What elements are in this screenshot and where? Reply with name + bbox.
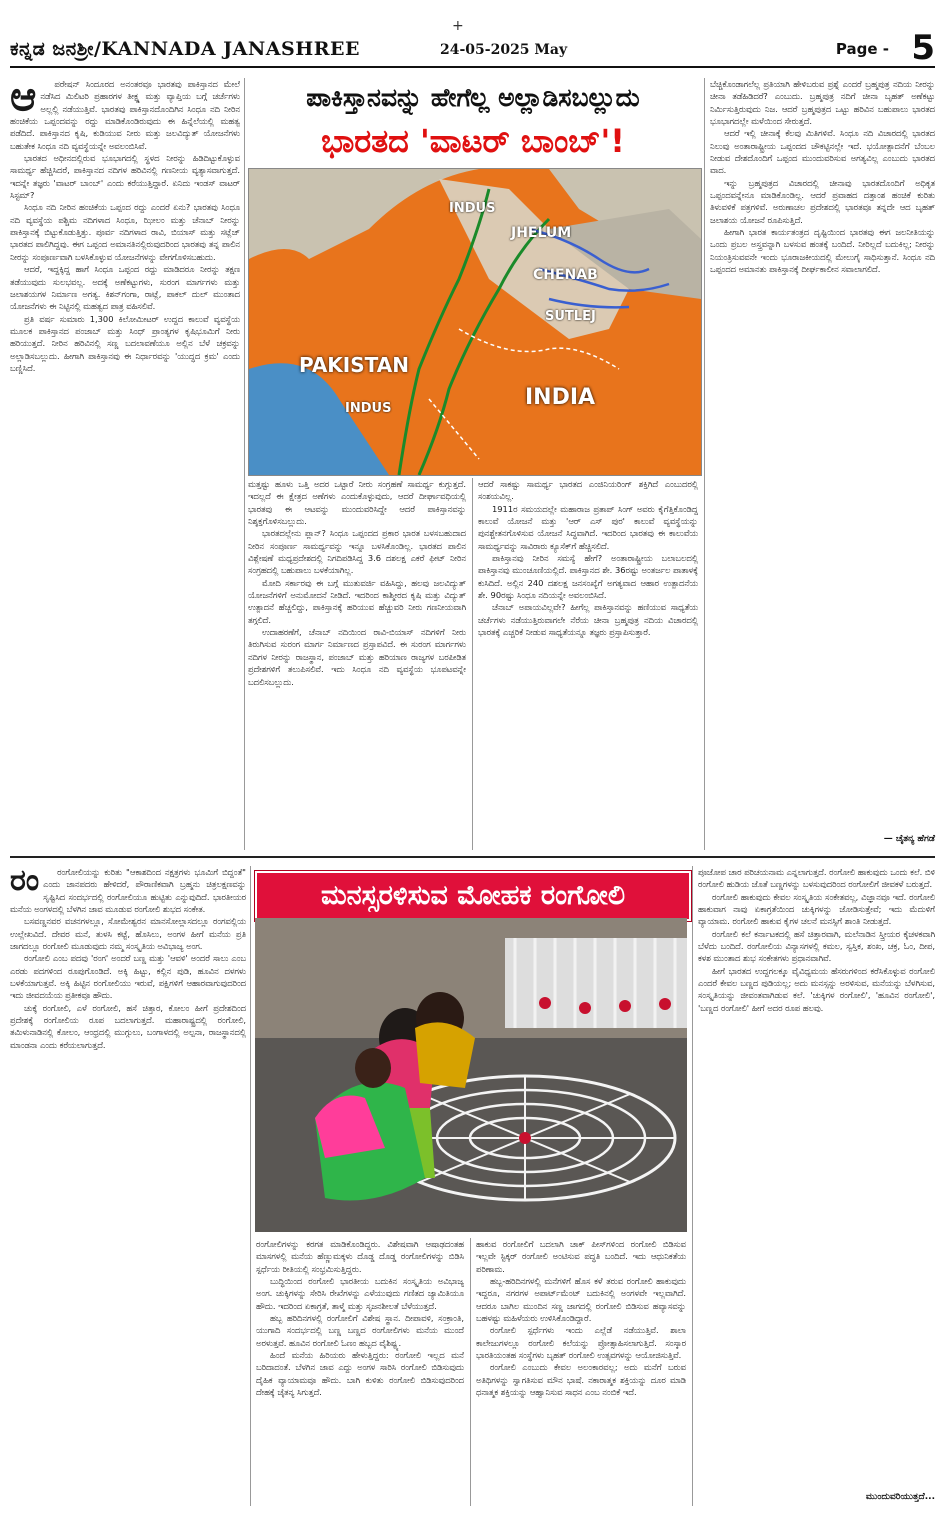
article1-paragraph: ಇನ್ನು ಬ್ರಹ್ಮಪುತ್ರದ ವಿಚಾರದಲ್ಲಿ ಚೀನಾವು ಭಾರತದೊಂದಿಗೆ ಅಧಿಕೃತ ಒಪ್ಪಂದವನ್ನೇನೂ ಮಾಡಿಕೊಂಡಿಲ್ಲ. ಆದರೆ ಪ್ರವಾಹದ ದತ್ತಾಂಶ ಹಂಚಿಕೆ ಕುರಿತು ತಿಳುವಳಿಕೆ ಪತ್ರಗಳಿವೆ. ಅರುಣಾಚಲ ಪ್ರದೇಶದಲ್ಲಿ ಭಾರತವೂ ತನ್ನದೇ ಆದ ಬೃಹತ್ ಜಲಾಶಯ ಯೋಜನೆ ರೂಪಿಸುತ್ತಿದೆ. [710, 177, 935, 225]
article2-column-1 [10, 866, 246, 1506]
map-label-india: INDIA [525, 385, 596, 410]
article1-paragraph: ಭಾರತದಲ್ಲೇನು ಪ್ಲಾನ್? ಸಿಂಧೂ ಒಪ್ಪಂದದ ಪ್ರಕಾರ ಭಾರತ ಬಳಸಬಹುದಾದ ನೀರಿನ ಸಂಪೂರ್ಣ ಸಾಮರ್ಥ್ಯವನ್ನು ಇನ್ನೂ ಬಳಸಿಕೊಂಡಿಲ್ಲ. ಭಾರತದ ಪಾಲಿನ ವಿಶ್ಲೇಷಣೆ ಮಧ್ಯಪ್ರದೇಶದಲ್ಲಿ ನಿಗದಿಪಡಿಸಿದ್ದ 3.6 ದಶಲಕ್ಷ ಎಕರೆ ಫೀಟ್ ನೀರಿನ ಸಂಗ್ರಹದಲ್ಲಿ ಬಹುಪಾಲು ಬಳಕೆಯಾಗಿಲ್ಲ. [248, 528, 466, 576]
article1-column-3 [478, 478, 698, 850]
article2-paragraph: ರಂಗೋಲಿ ಹಾಕುವುದು ಕೇವಲ ಸಂಸ್ಕೃತಿಯ ಸಂಕೇತವಲ್ಲ, ವಿಜ್ಞಾನವೂ ಇದೆ. ರಂಗೋಲಿ ಹಾಕುವಾಗ ನಾವು ಏಕಾಗ್ರತೆಯಿಂದ ಚುಕ್ಕಿಗಳನ್ನು ಜೋಡಿಸುತ್ತೇವೆ; ಇದು ಮೆದುಳಿಗೆ ವ್ಯಾಯಾಮ. ರಂಗೋಲಿ ಹಾಕುವ ಕೈಗಳ ಚಲನೆ ಮನಸ್ಸಿಗೆ ಶಾಂತಿ ನೀಡುತ್ತದೆ. [698, 891, 935, 927]
indus-basin-map [248, 168, 702, 476]
article1-headline-line2: ಭಾರತದ 'ವಾಟರ್ ಬಾಂಬ್'! [321, 122, 625, 160]
drop-cap: ಆ [10, 78, 37, 120]
article1-paragraph: ಆದರೆ, ಇದ್ದಕ್ಕಿದ್ದ ಹಾಗೆ ಸಿಂಧೂ ಒಪ್ಪಂದ ರದ್ದು ಮಾಡಿದರೂ ನೀರನ್ನು ತಕ್ಷಣ ತಡೆಯುವುದು ಸುಲಭವಲ್ಲ. ಅದಕ್ಕೆ ಅಣೆಕಟ್ಟುಗಳು, ಸುರಂಗ ಮಾರ್ಗಗಳು ಮತ್ತು ಜಲಾಶಯಗಳ ನಿರ್ಮಾಣ ಅಗತ್ಯ. ಕಿಶನ್‌ಗಂಗಾ, ರಾಟ್ಲೆ, ಪಾಕಲ್ ದುಲ್ ಮುಂತಾದ ಯೋಜನೆಗಳು ಈ ನಿಟ್ಟಿನಲ್ಲಿ ಮಹತ್ವದ ಪಾತ್ರ ವಹಿಸಲಿವೆ. [10, 264, 240, 312]
rangoli-photo [255, 918, 687, 1232]
article1-paragraph: ಬೆಚ್ಚಿಕೊಂಡಾಗಲೆಲ್ಲ ಪ್ರತಿಯಾಗಿ ಹೇಳಿಬರುವ ಪ್ರಶ್ನೆ ಎಂದರೆ ಬ್ರಹ್ಮಪುತ್ರ ನದಿಯ ನೀರನ್ನು ಚೀನಾ ತಡೆಹಿಡಿದರೆ? ಎಂಬುದು. ಬ್ರಹ್ಮಪುತ್ರ ನದಿಗೆ ಚೀನಾ ಬೃಹತ್ ಅಣೆಕಟ್ಟು ನಿರ್ಮಿಸುತ್ತಿರುವುದು ನಿಜ. ಆದರೆ ಬ್ರಹ್ಮಪುತ್ರದ ಒಟ್ಟು ಹರಿವಿನ ಬಹುಪಾಲು ಭಾರತದ ಭೂಭಾಗದಲ್ಲೇ ಮಳೆಯಿಂದ ಸೇರುತ್ತದೆ. [710, 79, 935, 127]
issue-date: 24-05-2025 May [440, 42, 568, 58]
map-label-indus-top: INDUS [449, 201, 496, 216]
article1-column-2 [248, 478, 466, 850]
section-divider [10, 856, 935, 858]
drop-cap: ರಂ [10, 866, 40, 898]
article1-paragraph: ಹೀಗಾಗಿ ಭಾರತ ಕಾರ್ಯತಂತ್ರದ ದೃಷ್ಟಿಯಿಂದ ಭಾರತವು ಈಗ ಜಲನೀತಿಯನ್ನು ಒಂದು ಪ್ರಬಲ ಅಸ್ತ್ರವನ್ನಾಗಿ ಬಳಸುವ ಹಂತಕ್ಕೆ ಬಂದಿದೆ. ನೀರಿಲ್ಲದೆ ಬದುಕಿಲ್ಲ; ನೀರನ್ನು ನಿಯಂತ್ರಿಸುವವನೇ ಇಂದು ಭೂರಾಜಕೀಯದಲ್ಲಿ ಮೇಲುಗೈ ಸಾಧಿಸುತ್ತಾನೆ. ಸಿಂಧೂ ನದಿ ಒಪ್ಪಂದದ ಅಮಾನತು ಪಾಕಿಸ್ತಾನಕ್ಕೆ ದೀರ್ಘಕಾಲೀನ ಸವಾಲಾಗಲಿದೆ. [710, 227, 935, 275]
article2-paragraph: ರಂಗೋಲಿಗಳನ್ನು ಕರಗತ ಮಾಡಿಕೊಂಡಿದ್ದರು. ವಿಶೇಷವಾಗಿ ಆಷಾಢದಂತಹ ಮಾಸಗಳಲ್ಲಿ ಮನೆಯ ಹೆಣ್ಣುಮಕ್ಕಳು ದೊಡ್ಡ ದೊಡ್ಡ ರಂಗೋಲಿಗಳನ್ನು ಬಿಡಿಸಿ ಸ್ಪರ್ಧೆಯ ರೀತಿಯಲ್ಲಿ ಸಂಭ್ರಮಿಸುತ್ತಿದ್ದರು. [256, 1239, 464, 1274]
article2-paragraph: ರಂಗೋಲಿ ಎಂಬ ಪದವು 'ರಂಗ' ಅಂದರೆ ಬಣ್ಣ ಮತ್ತು 'ಆವಳಿ' ಅಂದರೆ ಸಾಲು ಎಂಬ ಎರಡು ಪದಗಳಿಂದ ರೂಪುಗೊಂಡಿದೆ. ಅಕ್ಕಿ ಹಿಟ್ಟು, ಕಲ್ಲಿನ ಪುಡಿ, ಹೂವಿನ ದಳಗಳು ಬಳಕೆಯಾಗುತ್ತವೆ. ಅಕ್ಕಿ ಹಿಟ್ಟಿನ ರಂಗೋಲಿಯು ಇರುವೆ, ಪಕ್ಷಿಗಳಿಗೆ ಆಹಾರವಾಗುವುದರಿಂದ ಇದು ಜೀವದಯೆಯ ಪ್ರತೀಕವೂ ಹೌದು. [10, 953, 246, 1001]
column-divider [470, 1238, 471, 1506]
page-label: Page - [835, 40, 889, 58]
article2-paragraph: ರಂಗೋಲಿ ಸ್ಪರ್ಧೆಗಳು ಇಂದು ಎಲ್ಲೆಡೆ ನಡೆಯುತ್ತಿವೆ. ಶಾಲಾ ಕಾಲೇಜುಗಳಲ್ಲೂ ರಂಗೋಲಿ ಕಲೆಯನ್ನು ಪ್ರೋತ್ಸಾಹಿಸಲಾಗುತ್ತಿದೆ. ಸಂಸ್ಕಾರ ಭಾರತಿಯಂತಹ ಸಂಸ್ಥೆಗಳು ಬೃಹತ್ ರಂಗೋಲಿ ಉತ್ಸವಗಳನ್ನು ಆಯೋಜಿಸುತ್ತಿವೆ. [476, 1325, 686, 1361]
map-label-pakistan: PAKISTAN [299, 353, 409, 377]
article2-paragraph: ಹಾಕುವ ರಂಗೋಲಿಗೆ ಬದಲಾಗಿ ಚಾಕ್ ಪೀಸ್‌ಗಳಿಂದ ರಂಗೋಲಿ ಬಿಡಿಸುವ ಇಲ್ಲವೇ ಸ್ಟಿಕ್ಕರ್ ರಂಗೋಲಿ ಅಂಟಿಸುವ ಪದ್ಧತಿ ಬಂದಿದೆ. ಇದು ಆಧುನಿಕತೆಯ ಪರಿಣಾಮ. [476, 1239, 686, 1274]
article1-headline-line1: ಪಾಕಿಸ್ತಾನವನ್ನು ಹೇಗೆಲ್ಲ ಅಲ್ಲಾಡಿಸಬಲ್ಲುದು [248, 78, 698, 122]
article1-paragraph: ಚೆನಾಬ್ ಅಪಾಯವಿಲ್ಲವೇ? ಹೀಗೆಲ್ಲ ಪಾಕಿಸ್ತಾನವನ್ನು ಹಣಿಯುವ ಸಾಧ್ಯತೆಯ ಚರ್ಚೆಗಳು ನಡೆಯುತ್ತಿರುವಾಗಲೇ ನೆರೆಯ ಚೀನಾ ಬ್ರಹ್ಮಪುತ್ರ ನದಿಯ ವಿಚಾರದಲ್ಲಿ ಭಾರತಕ್ಕೆ ಎಚ್ಚರಿಕೆ ನೀಡುವ ಸಾಧ್ಯತೆಯನ್ನೂ ತಜ್ಞರು ಪ್ರಸ್ತಾಪಿಸುತ್ತಾರೆ. [478, 602, 698, 638]
article1-column-4 [710, 78, 935, 828]
article1-paragraph: ಭಾರತದ ಅಧೀನದಲ್ಲಿರುವ ಭೂಭಾಗದಲ್ಲಿ ಸ್ಥಳದ ನೀರನ್ನು ಹಿಡಿದಿಟ್ಟುಕೊಳ್ಳುವ ಸಾಮರ್ಥ್ಯ ಹೆಚ್ಚಿಸಿದರೆ, ಪಾಕಿಸ್ತಾನದ ನದಿಗಳ ಹರಿವಿನಲ್ಲಿ ಗಣನೀಯ ವ್ಯತ್ಯಾಸವಾಗುತ್ತದೆ. ಇದನ್ನೇ ತಜ್ಞರು 'ವಾಟರ್ ಬಾಂಬ್' ಎಂದು ಕರೆಯುತ್ತಿದ್ದಾರೆ. ಏನಿದು ಇಂಡಸ್ ವಾಟರ್ ಸಿಸ್ಟಮ್? [10, 153, 240, 201]
article1-byline: — ಚೈತನ್ಯ ಹೆಗಡೆ [883, 834, 935, 844]
map-label-sutlej: SUTLEJ [545, 309, 596, 324]
article2-paragraph: ಹಬ್ಬ ಹರಿದಿನಗಳಲ್ಲಿ ರಂಗೋಲಿಗೆ ವಿಶೇಷ ಸ್ಥಾನ. ದೀಪಾವಳಿ, ಸಂಕ್ರಾಂತಿ, ಯುಗಾದಿ ಸಂದರ್ಭದಲ್ಲಿ ಬಣ್ಣ ಬಣ್ಣದ ರಂಗೋಲಿಗಳು ಮನೆಯ ಮುಂದೆ ಅರಳುತ್ತವೆ. ಹೂವಿನ ರಂಗೋಲಿ ಓಣಂ ಹಬ್ಬದ ವೈಶಿಷ್ಟ್ಯ. [256, 1313, 464, 1348]
article2-paragraph: ರಂಗೋಲಿ ಎಂಬುದು ಕೇವಲ ಅಲಂಕಾರವಲ್ಲ; ಅದು ಮನೆಗೆ ಬರುವ ಅತಿಥಿಗಳನ್ನು ಸ್ವಾಗತಿಸುವ ಮೌನ ಭಾಷೆ. ನಕಾರಾತ್ಮಕ ಶಕ್ತಿಯನ್ನು ದೂರ ಮಾಡಿ ಧನಾತ್ಮಕ ಶಕ್ತಿಯನ್ನು ಆಹ್ವಾನಿಸುವ ಸಾಧನ ಎಂಬ ನಂಬಿಕೆ ಇದೆ. [476, 1362, 686, 1398]
map-label-indus-bottom: INDUS [345, 401, 392, 416]
article2-paragraph: ರಂಗೋಲಿ ಕಲೆ ಕರ್ನಾಟಕದಲ್ಲಿ ಹಸೆ ಚಿತ್ತಾರವಾಗಿ, ಮಲೆನಾಡಿನ ಸ್ತ್ರೀಯರ ಕೈಚಳಕವಾಗಿ ಬೆಳೆದು ಬಂದಿದೆ. ರಂಗೋಲಿಯ ವಿನ್ಯಾಸಗಳಲ್ಲಿ ಕಮಲ, ಸ್ವಸ್ತಿಕ, ಶಂಖ, ಚಕ್ರ, ಓಂ, ದೀಪ, ಕಳಶ ಮುಂತಾದ ಶುಭ ಸಂಕೇತಗಳು ಪ್ರಧಾನವಾಗಿವೆ. [698, 928, 935, 964]
map-label-jhelum: JHELUM [511, 225, 572, 241]
article2-headline: ಮನಸ್ಸರಳಿಸುವ ಮೋಹಕ ರಂಗೋಲಿ [255, 871, 691, 921]
article2-paragraph: ಬುದ್ಧಿಯಿಂದ ರಂಗೋಲಿ ಭಾರತೀಯ ಬದುಕಿನ ಸಂಸ್ಕೃತಿಯ ಅವಿಭಾಜ್ಯ ಅಂಗ. ಚುಕ್ಕಿಗಳನ್ನು ಸೇರಿಸಿ ರೇಖೆಗಳನ್ನು ಎಳೆಯುವುದು ಗಣಿತದ ಜ್ಯಾಮಿತಿಯೂ ಹೌದು. ಇದರಿಂದ ಏಕಾಗ್ರತೆ, ತಾಳ್ಮೆ ಮತ್ತು ಸೃಜನಶೀಲತೆ ಬೆಳೆಯುತ್ತದೆ. [256, 1276, 464, 1311]
column-divider [250, 866, 251, 1506]
column-divider [704, 78, 705, 850]
article1-paragraph: ಪಾಕಿಸ್ತಾನವು ನೀರಿನ ಸಮಸ್ಯೆ ಹೇಗೆ? ಅಂತಾರಾಷ್ಟ್ರೀಯ ಬಲಾಬಲದಲ್ಲಿ ಪಾಕಿಸ್ತಾನವು ಮುಂಚೂಣಿಯಲ್ಲಿದೆ. ಪಾಕಿಸ್ತಾನದ ಶೇ. 36ರಷ್ಟು ಅಂತರ್ಜಲ ಪಾತಾಳಕ್ಕೆ ಕುಸಿದಿದೆ. ಅಲ್ಲಿನ 240 ದಶಲಕ್ಷ ಜನಸಂಖ್ಯೆಗೆ ಅಗತ್ಯವಾದ ಆಹಾರ ಉತ್ಪಾದನೆಯ ಶೇ. 90ರಷ್ಟು ಸಿಂಧೂ ನದಿಯನ್ನೇ ಅವಲಂಬಿಸಿದೆ. [478, 553, 698, 601]
article2-column-3 [476, 1238, 686, 1506]
article1-paragraph: ಆದರೆ ಸಾಕಷ್ಟು ಸಾಮರ್ಥ್ಯ ಭಾರತದ ಎಂಜಿನಿಯರಿಂಗ್ ಶಕ್ತಿಗಿದೆ ಎಂಬುದರಲ್ಲಿ ಸಂಶಯವಿಲ್ಲ. [478, 479, 698, 502]
article2-paragraph: ಬಸವಣ್ಣನವರ ವಚನಗಳಲ್ಲೂ, ಸೋಮೇಶ್ವರನ ಮಾನಸೋಲ್ಲಾಸದಲ್ಲೂ ರಂಗವಲ್ಲಿಯ ಉಲ್ಲೇಖವಿದೆ. ದೇವರ ಮನೆ, ತುಳಸಿ ಕಟ್ಟೆ, ಹೊಸಿಲು, ಅಂಗಳ ಹೀಗೆ ಮನೆಯ ಪ್ರತಿ ಜಾಗದಲ್ಲೂ ರಂಗೋಲಿ ಮೂಡುವುದು ನಮ್ಮ ಸಂಸ್ಕೃತಿಯ ಅವಿಭಾಜ್ಯ ಅಂಗ. [10, 916, 246, 952]
map-label-chenab: CHENAB [533, 267, 598, 283]
article2-column-2 [256, 1238, 464, 1506]
article1-paragraph: ಆದರೆ ಇಲ್ಲಿ ಚೀನಾಕ್ಕೆ ಕೆಲವು ಮಿತಿಗಳಿವೆ. ಸಿಂಧೂ ನದಿ ವಿಚಾರದಲ್ಲಿ ಭಾರತದ ನಿಲುವು ಅಂತಾರಾಷ್ಟ್ರೀಯ ಒಪ್ಪಂದದ ಚೌಕಟ್ಟಿನಲ್ಲೇ ಇದೆ. ಭಯೋತ್ಪಾದನೆಗೆ ಬೆಂಬಲ ನೀಡುವ ದೇಶದೊಂದಿಗೆ ಒಪ್ಪಂದ ಮುಂದುವರಿಸುವ ಅಗತ್ಯವಿಲ್ಲ ಎಂಬುದು ಭಾರತದ ವಾದ. [710, 128, 935, 176]
newspaper-title: ಕನ್ನಡ ಜನಶ್ರೀ/KANNADA JANASHREE [10, 38, 360, 60]
article1-paragraph: ಮತ್ತಷ್ಟು ಹೂಳು ಒತ್ತಿ ಅದರ ಒಟ್ಟಾರೆ ನೀರು ಸಂಗ್ರಹಣೆ ಸಾಮರ್ಥ್ಯ ಕುಗ್ಗುತ್ತದೆ. ಇದಲ್ಲದೆ ಈ ಕ್ಷೇತ್ರದ ಅಣೆಗಳು ಎಂದುಕೊಳ್ಳುವುದು, ಆದರೆ ದೀರ್ಘಾವಧಿಯಲ್ಲಿ ಭಾರತವು ಈ ಆಟವನ್ನು ಮುಂದುವರಿಸಿದ್ದೇ ಆದರೆ ಪಾಕಿಸ್ತಾನವನ್ನು ನಿಶ್ಶಕ್ತಗೊಳಿಸಬಲ್ಲುದು. [248, 479, 466, 527]
column-divider [244, 78, 245, 850]
crop-mark: + [452, 18, 464, 34]
article2-paragraph: ರಂಗೋಲಿಯನ್ನು ಕುರಿತು "ಆಕಾಶದಿಂದ ನಕ್ಷತ್ರಗಳು ಭೂಮಿಗೆ ಬಿದ್ದಂತೆ" ಎಂದು ಜಾನಪದರು ಹೇಳಿದರೆ, ಪೌರಾಣಿಕವಾಗಿ ಬ್ರಹ್ಮನು ಚಿತ್ರಲಕ್ಷಣವನ್ನು ಸೃಷ್ಟಿಸಿದ ಸಂದರ್ಭದಲ್ಲಿ ರಂಗೋಲಿಯೂ ಹುಟ್ಟಿತು ಎನ್ನುವುದಿದೆ. ಭಾರತೀಯರ ಮನೆಯ ಅಂಗಳದಲ್ಲಿ ಬೆಳಗಿನ ಜಾವ ಮೂಡುವ ರಂಗೋಲಿ ಶುಭದ ಸಂಕೇತ. [10, 867, 246, 915]
article1-paragraph: ಪ್ರತಿ ವರ್ಷ ಸುಮಾರು 1,300 ಕಿಲೋಮೀಟರ್ ಉದ್ದದ ಕಾಲುವೆ ವ್ಯವಸ್ಥೆಯ ಮೂಲಕ ಪಾಕಿಸ್ತಾನದ ಪಂಜಾಬ್ ಮತ್ತು ಸಿಂಧ್ ಪ್ರಾಂತ್ಯಗಳ ಕೃಷಿಭೂಮಿಗೆ ನೀರು ಹರಿಯುತ್ತದೆ. ನೀರಿನ ಹರಿವಿನಲ್ಲಿ ಸಣ್ಣ ಬದಲಾವಣೆಯೂ ಅಲ್ಲಿನ ಬೆಳೆ ಚಕ್ರವನ್ನು ಅಲ್ಲಾಡಿಸಬಲ್ಲುದು. ಹೀಗಾಗಿ ಪಾಕಿಸ್ತಾನವು ಈ ನಿರ್ಧಾರವನ್ನು 'ಯುದ್ಧದ ಕ್ರಮ' ಎಂದು ಬಣ್ಣಿಸಿದೆ. [10, 313, 240, 373]
continued-note: ಮುಂದುವರಿಯುತ್ತದೆ... [865, 1492, 935, 1502]
article2-column-4 [698, 866, 935, 1486]
article1-paragraph: 1911ರ ಸಮಯದಲ್ಲೇ ಮಹಾರಾಜ ಪ್ರತಾಪ್ ಸಿಂಗ್ ಅವರು ಕೈಗೆತ್ತಿಕೊಂಡಿದ್ದ ಕಾಲುವೆ ಯೋಜನೆ ಮತ್ತು 'ಆರ್ ಎಸ್ ಪುರ' ಕಾಲುವೆ ವ್ಯವಸ್ಥೆಯನ್ನು ಪುನಶ್ಚೇತನಗೊಳಿಸುವ ಯೋಜನೆ ಸಿದ್ಧವಾಗಿದೆ. ಇದರಿಂದ ಭಾರತವು ಈ ಕಾಲುವೆಯ ಸಾಮರ್ಥ್ಯವನ್ನು ಸಾವಿರಾರು ಕ್ಯೂಸೆಕ್‌ಗೆ ಹೆಚ್ಚಿಸಲಿದೆ. [478, 503, 698, 551]
page-number: 5 [911, 28, 935, 68]
article2-paragraph: ಹಬ್ಬ-ಹರಿದಿನಗಳಲ್ಲಿ ಮನೆಗಳಿಗೆ ಹೊಸ ಕಳೆ ತರುವ ರಂಗೋಲಿ ಹಾಕುವುದು ಇದ್ದರೂ, ನಗರಗಳ ಅಪಾರ್ಟ್‌ಮೆಂಟ್ ಬದುಕಿನಲ್ಲಿ ಅಂಗಳವೇ ಇಲ್ಲವಾಗಿದೆ. ಆದರೂ ಬಾಗಿಲ ಮುಂದಿನ ಸಣ್ಣ ಜಾಗದಲ್ಲಿ ರಂಗೋಲಿ ಬಿಡಿಸುವ ಹವ್ಯಾಸವನ್ನು ಬಹಳಷ್ಟು ಮಹಿಳೆಯರು ಉಳಿಸಿಕೊಂಡಿದ್ದಾರೆ. [476, 1276, 686, 1324]
article1-column-1 [10, 78, 240, 850]
article2-paragraph: ಚುಕ್ಕೆ ರಂಗೋಲಿ, ಎಳೆ ರಂಗೋಲಿ, ಹಸೆ ಚಿತ್ತಾರ, ಕೋಲಂ ಹೀಗೆ ಪ್ರದೇಶದಿಂದ ಪ್ರದೇಶಕ್ಕೆ ರಂಗೋಲಿಯ ರೂಪ ಬದಲಾಗುತ್ತದೆ. ಮಹಾರಾಷ್ಟ್ರದಲ್ಲಿ ರಂಗೋಲಿ, ತಮಿಳುನಾಡಿನಲ್ಲಿ ಕೋಲಂ, ಆಂಧ್ರದಲ್ಲಿ ಮುಗ್ಗುಲು, ಬಂಗಾಳದಲ್ಲಿ ಅಲ್ಪನಾ, ರಾಜಸ್ಥಾನದಲ್ಲಿ ಮಾಂಡನಾ ಎಂದು ಕರೆಯಲಾಗುತ್ತದೆ. [10, 1002, 246, 1050]
article1-paragraph: ಪರೇಷನ್ ಸಿಂದೂರದ ಅನಂತರವೂ ಭಾರತವು ಪಾಕಿಸ್ತಾನದ ಮೇಲೆ ನಡೆಸಿದ ಮಿಲಿಟರಿ ಪ್ರಹಾರಗಳ ತೀಕ್ಷ್ಣ ಮತ್ತು ವ್ಯಾಪ್ತಿಯ ಬಗ್ಗೆ ಚರ್ಚೆಗಳು ಅಲ್ಲಲ್ಲಿ ನಡೆಯುತ್ತಿವೆ. ಭಾರತವು ಪಾಕಿಸ್ತಾನದೊಂದಿಗಿನ ಸಿಂಧೂ ನದಿ ನೀರಿನ ಹಂಚಿಕೆಯ ಒಪ್ಪಂದವನ್ನು ರದ್ದು ಮಾಡಿಕೊಂಡಿರುವುದು ಈ ಹಿನ್ನೆಲೆಯಲ್ಲಿ ಮಹತ್ವ ಪಡೆದಿದೆ. ಪಾಕಿಸ್ತಾನದ ಕೃಷಿ, ಕುಡಿಯುವ ನೀರು ಮತ್ತು ಜಲವಿದ್ಯುತ್ ಯೋಜನೆಗಳು ಬಹುತೇಕ ಸಿಂಧೂ ನದಿ ವ್ಯವಸ್ಥೆಯನ್ನೇ ಅವಲಂಬಿಸಿವೆ. [10, 79, 240, 151]
article2-paragraph: ಪೂಜೋಪ ಚಾರ ಪರಿಚಯನಾಮ ಎನ್ನಲಾಗುತ್ತದೆ. ರಂಗೋಲಿ ಹಾಕುವುದು ಒಂದು ಕಲೆ. ಬಿಳಿ ರಂಗೋಲಿ ಹುಡಿಯ ಜೊತೆ ಬಣ್ಣಗಳನ್ನು ಬಳಸುವುದರಿಂದ ರಂಗೋಲಿಗೆ ಜೀವಕಳೆ ಬರುತ್ತದೆ. [698, 867, 935, 890]
article1-paragraph: ಮೋದಿ ಸರ್ಕಾರವು ಈ ಬಗ್ಗೆ ಮುತುವರ್ಜಿ ವಹಿಸಿದ್ದು, ಹಲವು ಜಲವಿದ್ಯುತ್ ಯೋಜನೆಗಳಿಗೆ ಅನುಮೋದನೆ ನೀಡಿದೆ. ಇದರಿಂದ ಕಾಶ್ಮೀರದ ಕೃಷಿ ಮತ್ತು ವಿದ್ಯುತ್ ಉತ್ಪಾದನೆ ಹೆಚ್ಚಲಿದ್ದು, ಪಾಕಿಸ್ತಾನಕ್ಕೆ ಹರಿಯುವ ಹೆಚ್ಚುವರಿ ನೀರು ಗಣನೀಯವಾಗಿ ತಗ್ಗಲಿದೆ. [248, 577, 466, 625]
column-divider [692, 866, 693, 1506]
article1-paragraph: ಉದಾಹರಣೆಗೆ, ಚೆನಾಬ್ ನದಿಯಿಂದ ರಾವಿ-ಬಿಯಾಸ್ ನದಿಗಳಿಗೆ ನೀರು ತಿರುಗಿಸುವ ಸುರಂಗ ಮಾರ್ಗ ನಿರ್ಮಾಣದ ಪ್ರಸ್ತಾಪವಿದೆ. ಈ ಸುರಂಗ ಮಾರ್ಗಗಳು ನದಿಗಳ ನೀರನ್ನು ರಾಜಸ್ಥಾನ, ಪಂಜಾಬ್ ಮತ್ತು ಹರಿಯಾಣ ರಾಜ್ಯಗಳ ಬರಪೀಡಿತ ಪ್ರದೇಶಗಳಿಗೆ ತಲುಪಿಸಲಿವೆ. ಇದು ಸಿಂಧೂ ನದಿ ವ್ಯವಸ್ಥೆಯ ಭೂಪಟವನ್ನೇ ಬದಲಿಸಬಲ್ಲುದು. [248, 627, 466, 687]
rangoli-photo-graphic [255, 918, 687, 1232]
masthead [10, 30, 935, 68]
article2-paragraph: ಹಿಂದೆ ಮನೆಯ ಹಿರಿಯರು ಹೇಳುತ್ತಿದ್ದರು: ರಂಗೋಲಿ ಇಲ್ಲದ ಮನೆ ಬರಿದಾದಂತೆ. ಬೆಳಗಿನ ಜಾವ ಎದ್ದು ಅಂಗಳ ಸಾರಿಸಿ ರಂಗೋಲಿ ಬಿಡಿಸುವುದು ದೈಹಿಕ ವ್ಯಾಯಾಮವೂ ಹೌದು. ಬಾಗಿ ಕುಳಿತು ರಂಗೋಲಿ ಬಿಡಿಸುವುದರಿಂದ ದೇಹಕ್ಕೆ ಚೈತನ್ಯ ಸಿಗುತ್ತದೆ. [256, 1350, 464, 1398]
article1-paragraph: ಸಿಂಧೂ ನದಿ ನೀರಿನ ಹಂಚಿಕೆಯ ಒಪ್ಪಂದ ರದ್ದು ಎಂದರೆ ಏನು? ಭಾರತವು ಸಿಂಧೂ ನದಿ ವ್ಯವಸ್ಥೆಯ ಪಶ್ಚಿಮ ನದಿಗಳಾದ ಸಿಂಧೂ, ಝೀಲಂ ಮತ್ತು ಚೆನಾಬ್ ನೀರನ್ನು ಪಾಕಿಸ್ತಾನಕ್ಕೆ ಬಿಟ್ಟುಕೊಡುತ್ತಿತ್ತು. ಪೂರ್ವ ನದಿಗಳಾದ ರಾವಿ, ಬಿಯಾಸ್ ಮತ್ತು ಸಟ್ಲೆಜ್ ಭಾರತದ ಪಾಲಿಗಿದ್ದವು. ಈಗ ಒಪ್ಪಂದ ಅಮಾನತಿನಲ್ಲಿರುವುದರಿಂದ ಭಾರತವು ತನ್ನ ಪಾಲಿನ ನೀರನ್ನು ಸಂಪೂರ್ಣವಾಗಿ ಬಳಸಿಕೊಳ್ಳುವ ಯೋಜನೆಗಳನ್ನು ವೇಗಗೊಳಿಸಬಹುದು. [10, 202, 240, 262]
column-divider [472, 478, 473, 850]
article2-paragraph: ಹೀಗೆ ಭಾರತದ ಉದ್ದಗಲಕ್ಕೂ ವೈವಿಧ್ಯಮಯ ಹೆಸರುಗಳಿಂದ ಕರೆಸಿಕೊಳ್ಳುವ ರಂಗೋಲಿ ಎಂದರೆ ಕೇವಲ ಬಣ್ಣದ ಪುಡಿಯಲ್ಲ; ಅದು ಮನಸ್ಸನ್ನು ಅರಳಿಸುವ, ಮನೆಯನ್ನು ಬೆಳಗಿಸುವ, ಸಂಸ್ಕೃತಿಯನ್ನು ಜೀವಂತವಾಗಿಡುವ ಕಲೆ. 'ಚುಕ್ಕಿಗಳ ರಂಗೋಲಿ', 'ಹೂವಿನ ರಂಗೋಲಿ', 'ಬಣ್ಣದ ರಂಗೋಲಿ' ಹೀಗೆ ಅದರ ರೂಪ ಹಲವು. [698, 965, 935, 1013]
